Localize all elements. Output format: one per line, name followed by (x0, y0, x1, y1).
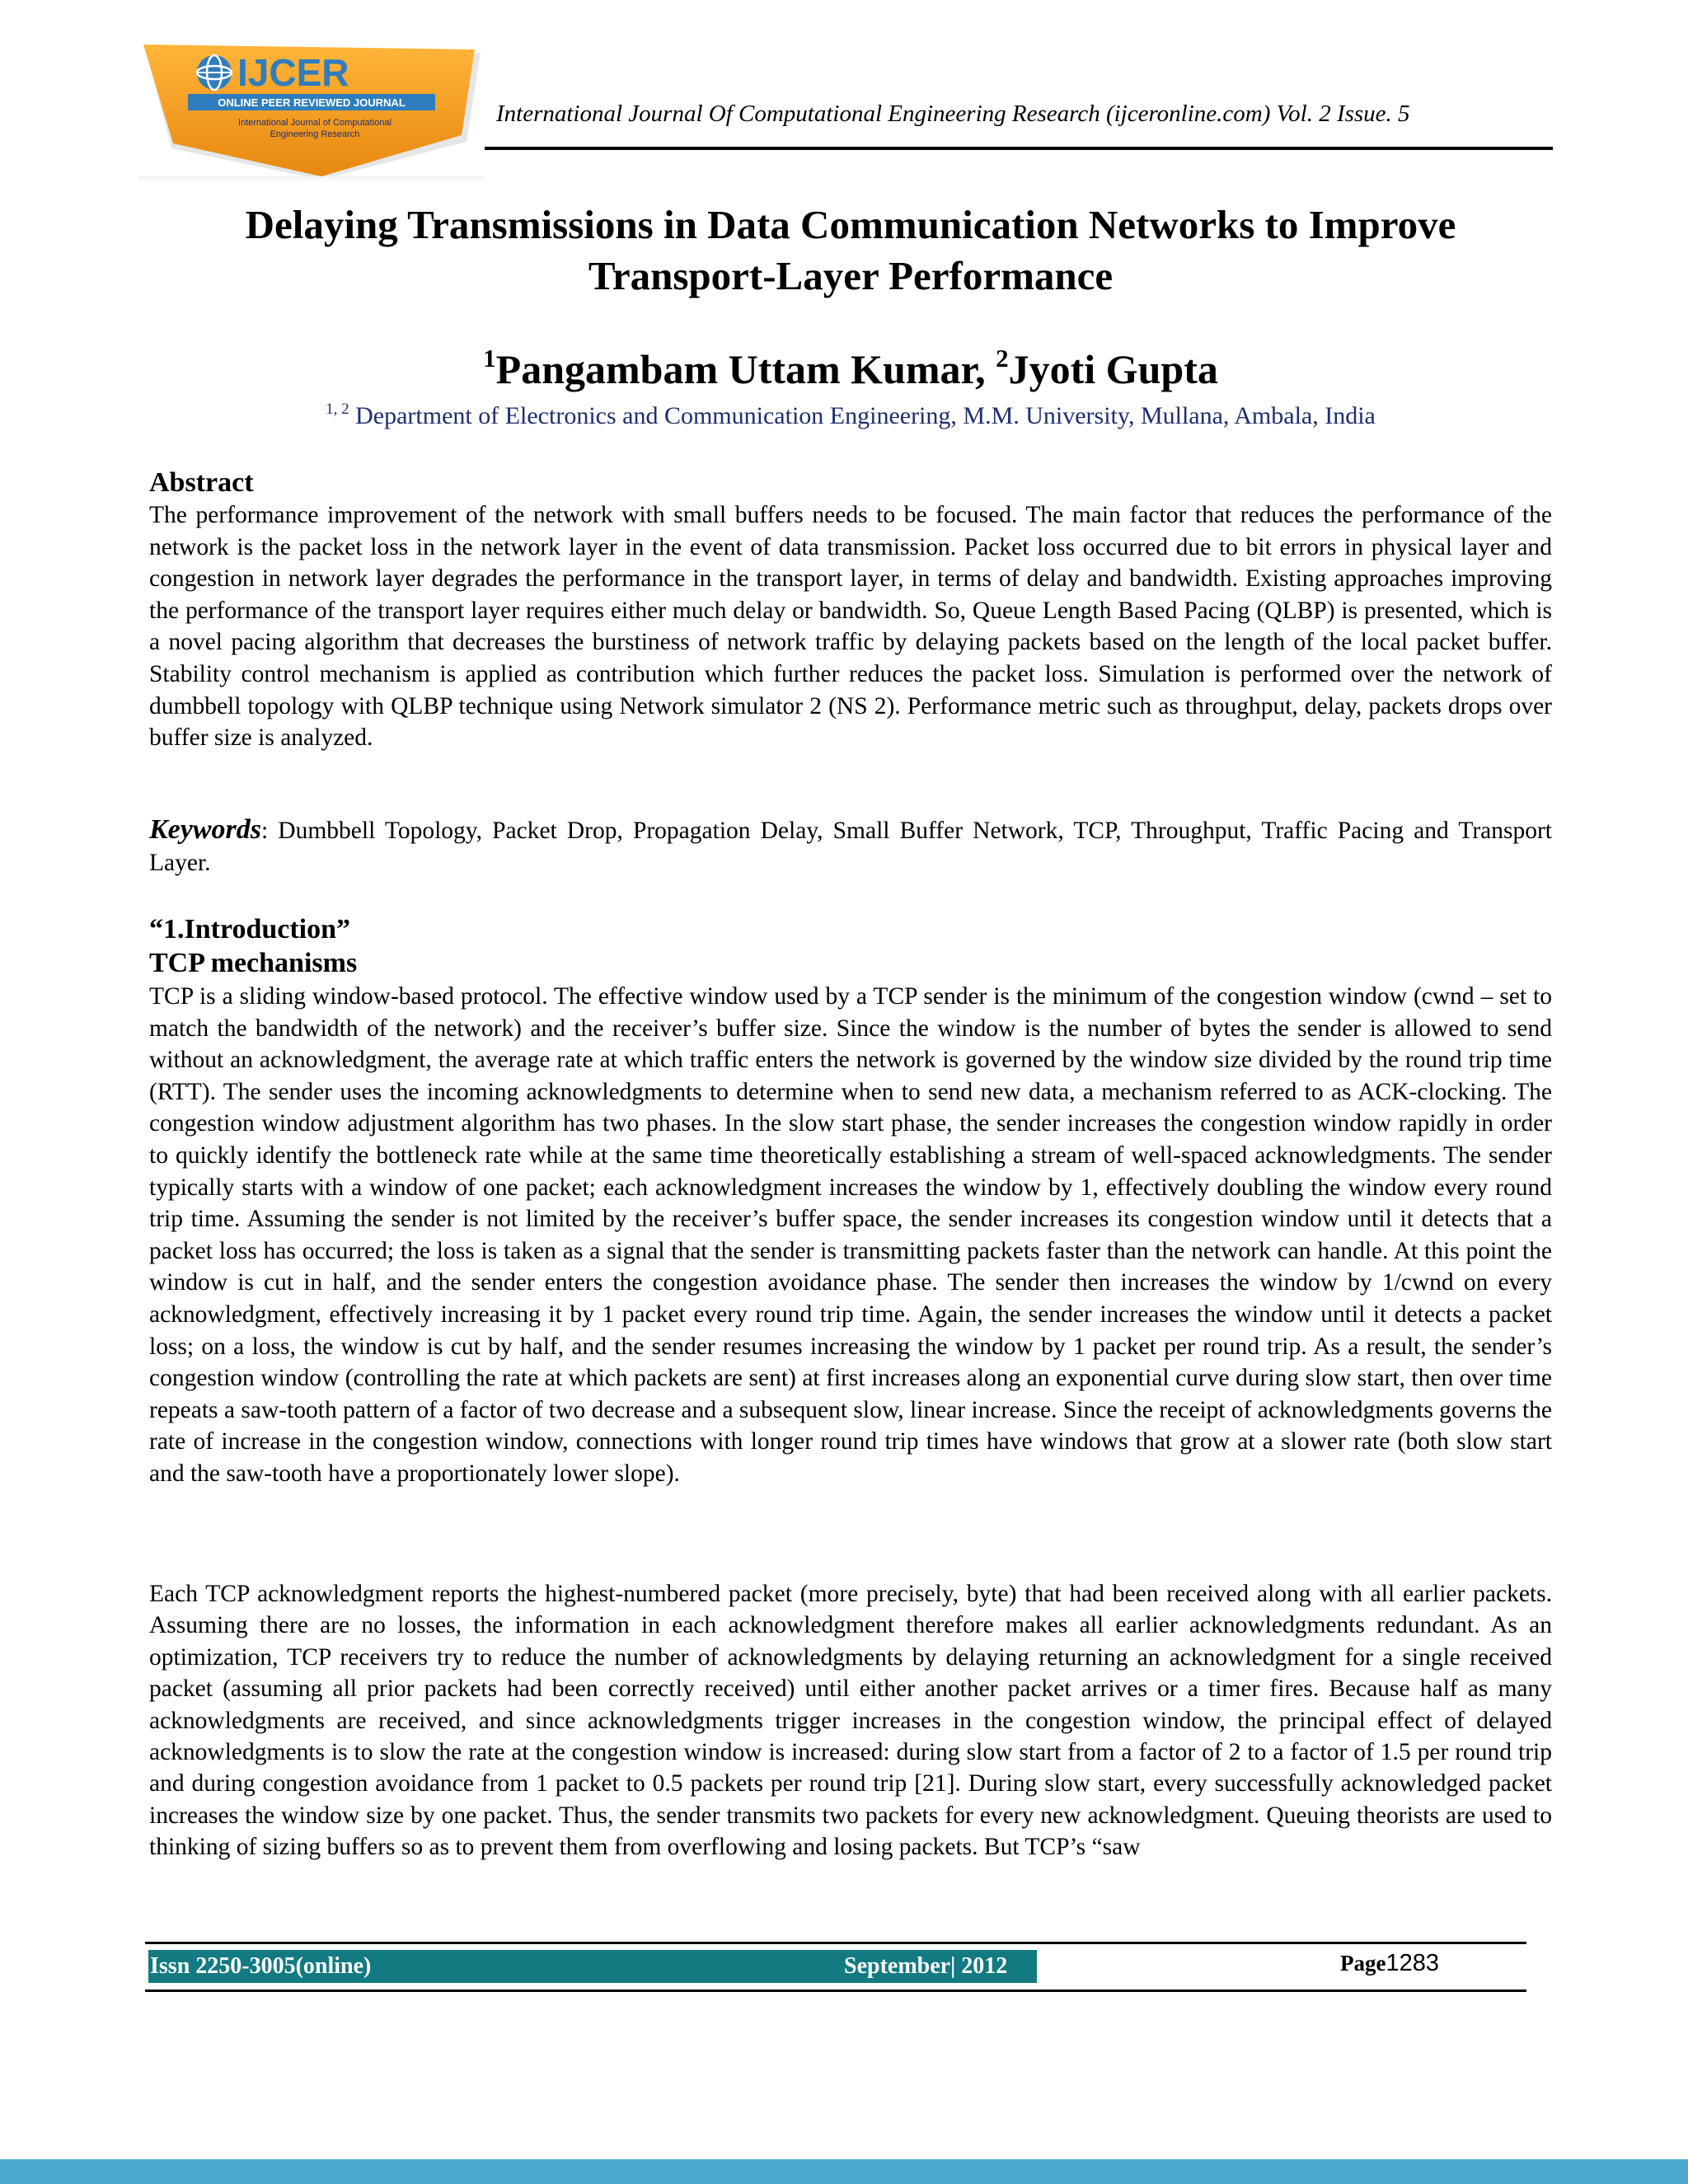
logo-subtitle-line2: Engineering Research (270, 129, 360, 139)
keywords (149, 814, 1552, 879)
keywords-text: : Dumbbell Topology, Packet Drop, Propagation Delay, Small Buffer Network, TCP, Throughput, Traffic Pacing and Transport Layer. (149, 818, 1552, 876)
author1-superscript: 1 (483, 344, 496, 373)
logo-tagline: ONLINE PEER REVIEWED JOURNAL (218, 96, 406, 109)
author2-superscript: 2 (996, 344, 1009, 373)
introduction-heading: “1.Introduction” (149, 914, 351, 944)
ijcer-logo (138, 43, 485, 181)
author-2: Jyoti Gupta (1008, 346, 1218, 392)
affiliation-text: Department of Electronics and Communication Engineering, M.M. University, Mullana, Ambala, India (349, 402, 1376, 429)
header-rule (485, 147, 1553, 150)
footer-rule-bottom (145, 1990, 1526, 1992)
logo-shadow (138, 176, 485, 183)
footer-rule-top (145, 1942, 1526, 1944)
affiliation (148, 401, 1553, 432)
logo-subtitle-line1: International Journal of Computational (238, 118, 392, 128)
keywords-label: Keywords (149, 814, 261, 845)
footer-date: September| 2012 (844, 1953, 1008, 1979)
tcp-mechanisms-heading: TCP mechanisms (149, 948, 358, 978)
paper-title (148, 199, 1553, 302)
author-list (148, 344, 1553, 394)
title-line-2: Transport-Layer Performance (588, 253, 1114, 298)
abstract-heading: Abstract (149, 467, 254, 498)
page-number: 1283 (1386, 1950, 1439, 1976)
intro-paragraph-2: Each TCP acknowledgment reports the highest-numbered packet (more precisely, byte) that had been received along with all earlier packets. Assuming there are no losses, the information in each acknowledgment therefore makes all earlier acknowledgments redundant. As an optimization, TCP receivers try to reduce the number of acknowledgments by delaying returning an acknowledgment for a single received packet (assuming all prior packets had been correctly received) until either another packet arrives or a timer fires. Because half as many acknowledgments are received, and since acknowledgments trigger increases in the congestion window, the principal effect of delayed acknowledgments is to slow the rate at the congestion window is increased: during slow start from a factor of 2 to a factor of 1.5 per round trip and during congestion avoidance from 1 packet to 0.5 packets per round trip [21]. During slow start, every successfully acknowledged packet increases the window size by one packet. Thus, the sender transmits two packets for every new acknowledgment. Queuing theorists are used to thinking of sizing buffers so as to prevent them from overflowing and losing packets. But TCP’s “saw (149, 1581, 1552, 1861)
logo-name: IJCER (237, 51, 349, 94)
title-line-1: Delaying Transmissions in Data Communication Networks to Improve (245, 202, 1456, 247)
abstract-text: The performance improvement of the network with small buffers needs to be focused. The main factor that reduces the performance of the network is the packet loss in the network layer in the event of data transmission. Packet loss occurred due to bit errors in physical layer and congestion in network layer degrades the performance in the transport layer, in terms of delay and bandwidth. Existing approaches improving the performance of the transport layer requires either much delay or bandwidth. So, Queue Length Based Pacing (QLBP) is presented, which is a novel pacing algorithm that decreases the burstiness of network traffic by delaying packets based on the length of the local packet buffer. Stability control mechanism is applied as contribution which further reduces the packet loss. Simulation is performed over the network of dumbbell topology with QLBP technique using Network simulator 2 (NS 2). Performance metric such as throughput, delay, packets drops over buffer size is analyzed. (149, 502, 1552, 752)
bottom-color-band (0, 2159, 1688, 2184)
author-1: Pangambam Uttam Kumar, (495, 346, 996, 392)
journal-header: International Journal Of Computational Engineering Research (ijceronline.com) Vol. 2 Issue. 5 (496, 101, 1410, 127)
footer-band (148, 1950, 1037, 1983)
intro-paragraph-1: TCP is a sliding window-based protocol. The effective window used by a TCP sender is the minimum of the congestion window (cwnd – set to match the bandwidth of the network) and the receiver’s buffer size. Since the window is the number of bytes the sender is allowed to send without an acknowledgment, the average rate at which traffic enters the network is governed by the window size divided by the round trip time (RTT). The sender uses the incoming acknowledgments to determine when to send new data, a mechanism referred to as ACK-clocking. The congestion window adjustment algorithm has two phases. In the slow start phase, the sender increases the congestion window rapidly in order to quickly identify the bottleneck rate while at the same time theoretically establishing a stream of well-spaced acknowledgments. The sender typically starts with a window of one packet; each acknowledgment increases the window by 1, effectively doubling the window every round trip time. Assuming the sender is not limited by the receiver’s buffer space, the sender increases its congestion window until it detects that a packet loss has occurred; the loss is taken as a signal that the sender is transmitting packets faster than the network can handle. At this point the window is cut in half, and the sender enters the congestion avoidance phase. The sender then increases the window by 1/cwnd on every acknowledgment, effectively increasing it by 1 packet every round trip time. Again, the sender increases the window until it detects a packet loss; on a loss, the window is cut by half, and the sender resumes increasing the window by 1 packet per round trip. As a result, the sender’s congestion window (controlling the rate at which packets are sent) at first increases along an exponential curve during slow start, then over time repeats a saw-tooth pattern of a factor of two decrease and a subsequent slow, linear increase. Since the receipt of acknowledgments governs the rate of increase in the congestion window, connections with longer round trip times have windows that grow at a slower rate (both slow start and the saw-tooth have a proportionately lower slope). (149, 983, 1552, 1487)
page-label: Page (1340, 1951, 1386, 1975)
affiliation-superscript: 1, 2 (326, 401, 349, 418)
footer-issn: Issn 2250-3005(online) (150, 1953, 372, 1979)
globe-icon (197, 55, 232, 90)
footer-page (1340, 1947, 1439, 1984)
